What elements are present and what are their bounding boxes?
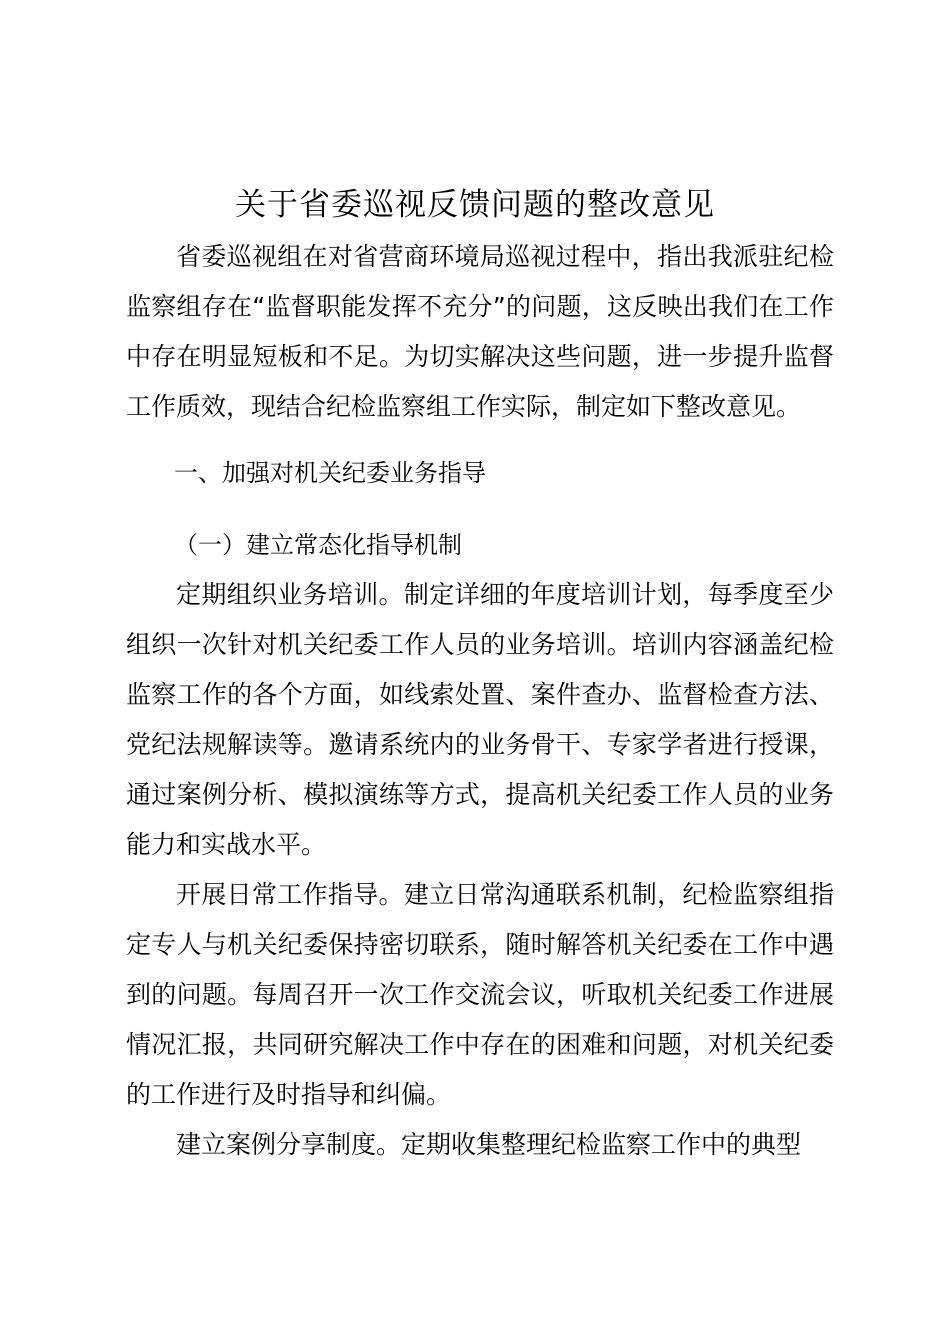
document-title: 关于省委巡视反馈问题的整改意见 — [235, 187, 715, 223]
subsection-heading-1: （一）建立常态化指导机制 — [174, 531, 462, 559]
section-heading-1: 一、加强对机关纪委业务指导 — [174, 459, 486, 487]
intro-paragraph: 省委巡视组在对省营商环境局巡视过程中，指出我派驻纪检监察组存在“监督职能发挥不充分”的问题，这反映出我们在工作中存在明显短板和不足。为切实解决这些问题，进一步提升监督工作质效，现结合纪检监察组工作实际，制定如下整改意见。 — [126, 242, 834, 421]
paragraph-daily-guidance: 开展日常工作指导。建立日常沟通联系机制，纪检监察组指定专人与机关纪委保持密切联系，随时解答机关纪委在工作中遇到的问题。每周召开一次工作交流会议，听取机关纪委工作进展情况汇报，共同研究解决工作中存在的困难和问题，对机关纪委的工作进行及时指导和纠偏。 — [126, 880, 834, 1109]
paragraph-training: 定期组织业务培训。制定详细的年度培训计划，每季度至少组织一次针对机关纪委工作人员的业务培训。培训内容涵盖纪检监察工作的各个方面，如线索处置、案件查办、监督检查方法、党纪法规解读等。邀请系统内的业务骨干、专家学者进行授课，通过案例分析、模拟演练等方式，提高机关纪委工作人员的业务能力和实战水平。 — [126, 580, 834, 859]
document-body — [126, 232, 834, 1170]
paragraph-case-sharing: 建立案例分享制度。定期收集整理纪检监察工作中的典型 — [176, 1130, 802, 1159]
